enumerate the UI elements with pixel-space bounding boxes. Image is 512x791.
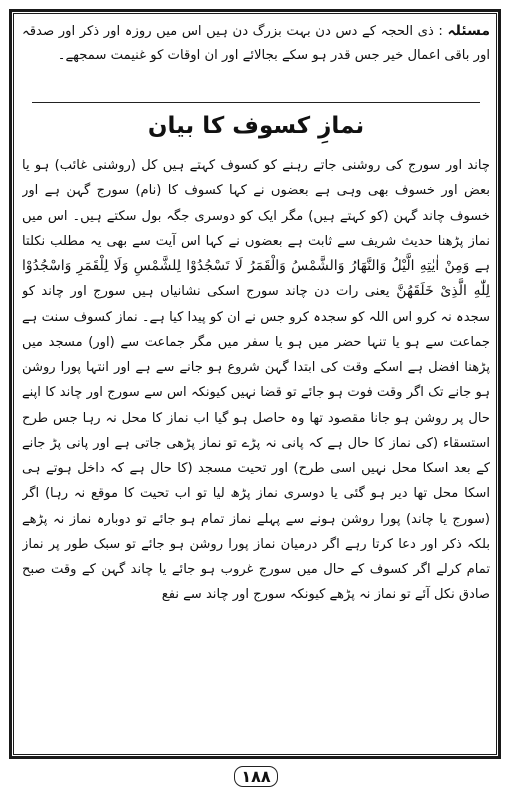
body-text-part2: یعنی رات دن چاند سورج اسکی نشانیاں ہیں سورج اور چاند کو سجدہ نہ کرو اس اللہ کو سجدہ کرو جس نے ان کو پیدا کیا ہے۔ نماز کسوف سنت ہے جماعت سے ہو یا تنہا حضر میں ہو یا سفر میں مگر جماعت سے (اور) مسجد میں پڑھنا افضل ہے اسکے وقت کی ابتدا گہن شروع ہو جانے سے ہے اور انتہا پورا روشن ہو جانے تک اگر وقت فوت ہو جائے تو قضا نہیں کیونکہ اس سے سورج اور چاند کا اپنے حال پر روشن ہو جانا مقصود تھا وہ حاصل ہو گیا اب نماز کا محل نہ رہا جس طرح استسقاء (کی نماز کا حال ہے کہ پانی نہ پڑے تو نماز پڑھی جاتی ہے اور پانی پڑ جانے کے بعد اسکا محل نہیں اسی طرح) اور تحیت مسجد (کا حال ہے کہ داخل ہوتے ہی اسکا محل تھا دیر ہو گئی یا دوسری نماز پڑھ لیا تو اب تحیت کا موقع نہ رہا) اگر (سورج یا چاند) پورا روشن ہونے سے پہلے نماز تمام ہو جائے تو دوبارہ نماز نہ پڑھے بلکہ ذکر اور دعا کرتا رہے اگر درمیان نماز پورا روشن ہو جائے تو سبک طور پر نماز تمام کرلے اگر کسوف کے حال میں سورج غروب ہو جائے یا چاند گہن کے وقت صبح صادق نکل آئے تو نماز نہ پڑھے کیونکہ سورج اور چاند سے نفع bbox=[22, 284, 490, 603]
page-content bbox=[22, 20, 490, 750]
section-heading: نمازِ کسوف کا بیان bbox=[147, 113, 365, 139]
page-number bbox=[0, 766, 512, 787]
quran-verse: وَمِنْ اٰیٰتِهِ الَّیْلُ وَالنَّهَارُ وَالشَّمْسُ وَالْقَمَرُ لَا تَسْجُدُوْا لِلشَّمْسِ وَلَا لِلْقَمَرِ وَاسْجُدُوْا لِلّٰهِ الَّذِیْ خَلَقَهُنَّ bbox=[22, 258, 490, 300]
masala-paragraph bbox=[22, 20, 490, 92]
section-divider bbox=[32, 102, 480, 103]
masala-label: مسئلہ bbox=[447, 23, 490, 39]
page-number-label: ۱۸۸ bbox=[234, 766, 277, 787]
body-text-part1: چاند اور سورج کی روشنی جاتے رہنے کو کسوف کہتے ہیں کل (روشنی غائب) ہو یا بعض اور خسوف بھی وہی ہے بعضوں نے کہا کسوف کا (نام) سورج گہن ہے اور خسوف چاند گہن (کو کہتے ہیں) مگر ایک کو دوسری جگہ بول سکتے ہیں۔ اس میں نماز پڑھنا حدیث شریف سے ثابت ہے بعضوں نے کہا اس آیت سے بھی یہ مطلب نکلتا ہے bbox=[22, 158, 490, 274]
body-text bbox=[22, 153, 490, 718]
masala-text: : ذی الحجہ کے دس دن بہت بزرگ دن ہیں اس میں روزہ اور ذکر اور صدقہ اور باقی اعمال خیر جس قدر ہو سکے بجالائے اور ان اوقات کو غنیمت سمجھے۔ bbox=[22, 24, 490, 63]
